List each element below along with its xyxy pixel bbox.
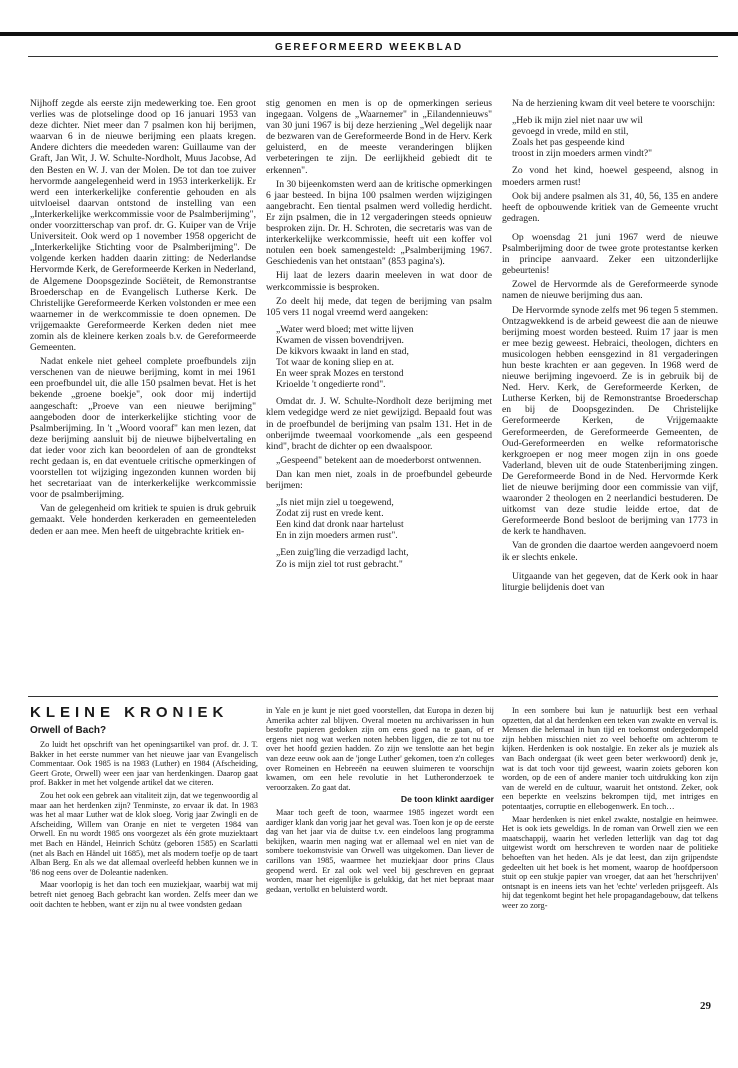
poem-line: „Een zuig'ling die verzadigd lacht,	[276, 547, 409, 559]
paragraph: Omdat dr. J. W. Schulte-Nordholt deze berijming met klem vedegidge werd ze niet gewijzigd. Bepaald fout was in de proefbundel de berijming van psalm 131. Het in de onberijmde tweemaal voorkomende „als een gespeend kind", bracht de dichter op een dwaalspoor.	[266, 396, 492, 452]
paragraph: in Yale en je kunt je niet goed voorstellen, dat Europa in dezen bij Amerika achter zal blijven. Overal moeten nu archivarissen in hun bestofte papieren gedoken zijn om eens goed na te gaan, of er ergens niet nog wat werken noten hebben liggen, die ze tot nu toe over het hoofd gezien hadden. Zo zijn we tenslotte aan het begin van deze eeuw ook aan de 'jonge Luther' gekomen, toen z'n colleges over Romeinen en Hebreeën na eeuwen sluimeren te voorschijn kwamen, om een hele revolutie in het Lutheronderzoek te veroorzaken. Zo gaat dat.	[266, 706, 494, 792]
column-1	[30, 98, 256, 540]
poem-line: „Is niet mijn ziel u toegewend,	[276, 497, 394, 509]
paragraph: Zou het ook een gebrek aan vitaliteit zijn, dat we tegenwoordig al maar aan het herdenken zijn? Tenminste, zo ervaar ik dat. In 1983 was het al maar Luther wat de klok sloeg. Vorig jaar Zwingli en de Afscheiding, Willem van Oranje en niet te vergeten 1984 van Orwell. En nu wordt 1985 ons voorgezet als één grote muziektaart met Bach en Händel, Heinrich Schütz (geboren 1585) en Scarlatti (net als Bach en Händel uit 1685), met als modern toefje op de taart Alban Berg. En als we dat allemaal overleefd hebben kunnen we in '86 nog eens over de Doleantie nadenken.	[30, 790, 258, 877]
poem-line: „Water werd bloed; met witte lijven	[276, 323, 414, 335]
poem-zuigling	[276, 547, 492, 569]
poem-line: Zoals het pas gespeende kind	[512, 137, 625, 149]
poem-line: Tot waar de koning sliep en at.	[276, 357, 394, 369]
poem-line: En in zijn moeders armen rust".	[276, 530, 398, 542]
paragraph: Op woensdag 21 juni 1967 werd de nieuwe Psalmberijming door de twee grote protestantse kerken in principe aanvaard. Zeker een uitzonderlijke gebeurtenis!	[502, 231, 718, 277]
kroniek-title: KLEINE KRONIEK	[30, 704, 229, 721]
column-3	[502, 98, 718, 596]
section-divider	[28, 696, 718, 697]
poem-line: gevoegd in vrede, mild en stil,	[512, 126, 629, 138]
poem-line: Kwamen de vissen bovendrijven.	[276, 334, 404, 346]
paragraph: In 30 bijeenkomsten werd aan de kritische opmerkingen 6 jaar besteed. In bijna 100 psalmen werden wijzigingen aangebracht. Een tiental psalmen werd volledig herdicht. Er zijn psalmen, die in 12 vergaderingen steeds opnieuw besproken zijn. Dr. H. Schroten, die secretaris was van de interkerkelijke werkcommissie, heeft uit een koffer vol notulen een boek samengesteld: „Psalmberijming 1967. Geschiedenis van het ontstaan" (853 pagina's).	[266, 178, 492, 268]
paragraph: Dan kan men niet, zoals in de proefbundel gebeurde berijmen:	[266, 468, 492, 491]
poem-line: „Heb ik mijn ziel niet naar uw wil	[512, 115, 643, 127]
poem-line: Krioelde 't ongedierte rond".	[276, 379, 386, 391]
paragraph: Ook bij andere psalmen als 31, 40, 56, 135 en andere heeft de opbouwende kritiek van de Gemeente vrucht gedragen.	[502, 190, 718, 224]
paragraph: Zowel de Hervormde als de Gereformeerde synode namen de nieuwe berijming dus aan.	[502, 279, 718, 302]
paragraph: Uitgaande van het gegeven, dat de Kerk ook in haar liturgie belijdenis doet van	[502, 570, 718, 593]
paragraph: Na de herziening kwam dit veel betere te voorschijn:	[512, 98, 715, 109]
paragraph: Van de gronden die daartoe werden aangevoerd noem ik er slechts enkele.	[502, 540, 718, 563]
paragraph: De Hervormde synode zelfs met 96 tegen 5 stemmen. Ontzagwekkend is de arbeid geweest die aan de nieuwe berijming moest worden besteed. Ruim 17 jaar is men er mee bezig geweest. Hebraici, theologen, dichters en musicologen hebben eensgezind in 81 vergaderingen hun beste krachten er aan gegeven. In 1968 werd de nieuwe berijming ingevoerd. Ze is in gebruik bij de Ned. Herv. Kerk, de Gereformeerde Kerken, de Lutherse Kerken, bij de Remonstrantse Broederschap en bij de Doopsgezinden. De Christelijke Gereformeerde Kerken, de Vrijgemaakte Gereformeerden, de Gereformeerde Gemeenten, de Oud-Gereformeerden en welke reformatorische kerkgroepen er nog meer mogen zijn in ons goede Vaderland, bleven uit de oude Statenberijming zingen. De Gereformeerde Bond in de Ned. Hervormde Kerk liet de nieuwe berijming door een commissie van vijf, waaronder 2 theologen en 2 neerlandici bestuderen. De uitkomst van deze studie leidde ertoe, dat de Gereformeerde Bond besloot de berijming van 1773 in de kerk te handhaven.	[502, 304, 718, 538]
poem-line: En weer sprak Mozes en terstond	[276, 368, 404, 380]
kroniek-column-2	[266, 706, 494, 897]
kroniek-column-3	[502, 706, 718, 913]
poem-line: troost in zijn moeders armen vindt?"	[512, 148, 653, 160]
poem-line: Een kind dat dronk naar hartelust	[276, 519, 404, 531]
page-number: 29	[700, 1000, 711, 1012]
paragraph: Nadat enkele niet geheel complete proefbundels zijn verschenen van de nieuwe berijming, komt in mei 1961 een proefbundel uit, die alle 150 psalmen bevat. Het is het bekende „groene boekje", ook door mij indertijd aangeschaft: „Proeve van een nieuwe berijming" aangeboden door de interkerkelijke stichting voor de Psalmberijming. In 't „Woord vooraf" kan men lezen, dat deze berijming aansluit bij de nieuwe bijbelvertaling en dat ieder voor zich kan beoordelen of aan de grondtekst recht gedaan is, en dat eventuele critische opmerkingen of voorstellen tot wijziging ingezonden kunnen worden bij het secretariaat van de interkerkelijke werkcommissie voor de psalmberijming.	[30, 356, 256, 501]
paragraph: Nijhoff zegde als eerste zijn medewerking toe. Een groot verlies was de plotselinge dood op 16 januari 1953 van deze dichter. Niet meer dan 7 psalmen kon hij berijmen, waarvan 6 in de nieuwe berijming een plaats kregen. Andere dichters die meededen waren: Guillaume van der Graft, Jan Wit, J. W. Schulte-Nordholt, Muus Jacobse, Ad den Besten en W. J. van der Molen. De tot dan toe zuiver hervormde aangelegenheid werd in 1953 interkerkelijk. Er werd een interkerkelijke conferentie gehouden en als uitvloeisel daarvan ontstond de instelling van een „Interkerkelijke werkcommissie voor de Psalmberijming", onder voorzitterschap van prof. dr. G. Kuiper van de Vrije Universiteit. Ook werd op 1 november 1958 opgericht de „Interkerkelijke Stichting voor de Psalmberijming". De volgende kerken hadden daarin zitting: de Nederlandse Hervormde Kerk, de Gereformeerde Kerken in Nederland, de Algemene Doopsgezinde Sociëteit, de Remonstrantse Broederschap en de Evangelisch Lutherse Kerk. De Christelijke Gereformeerde Kerken volstonden er mee een waarnemer in de werkcommissie te doen opnemen. De vrijgemaakte Gereformeerde Kerken deden niet mee zomin als de kleinere kerken zoals b.v. de Gereformeerde Gemeenten.	[30, 98, 256, 354]
paragraph: In een sombere bui kun je natuurlijk best een verhaal opzetten, dat al dat herdenken een teken van zwakte en verval is. Mensen die helemaal in hun tijd en toekomst ondergedompeld zijn hebben misschien niet zo veel behoefte om achterom te kijken. Herdenken is ook nostalgie. En zeker als je muziek als van Bach ondergaat (ik weet geen beter werkwoord) denk je, wat is dat toch voor tijd geweest, waarin zoiets geboren kon worden, op de een of andere manier toch uitdrukking kon zijn van de wereld en de cultuur, waaruit het ontstond. Zeker, ook een beperkte en veelszins bekrompen tijd, met intriges en potentaatjes, corruptie en ellebogenwerk. En toch…	[502, 706, 718, 811]
paragraph: Zo deelt hij mede, dat tegen de berijming van psalm 105 vers 11 nogal vreemd werd aangeken:	[266, 295, 492, 318]
top-rule	[0, 32, 738, 36]
poem-herziening	[512, 115, 718, 159]
poem-psalm-105	[276, 324, 492, 391]
poem-line: De kikvors kwaakt in land en stad,	[276, 345, 409, 357]
paragraph: Zo luidt het opschrift van het openingsartikel van prof. dr. J. T. Bakker in het eerste nummer van het nieuwe jaar van Evangelisch Commentaar. Ook 1985 is na 1983 (Luther) en 1984 (Afscheiding, Geert Grote, Orwell) weer een jaar van herdenkingen. Daarop gaat prof. Bakker in met het volgende artikel dat we citeren.	[30, 740, 258, 788]
paragraph: Zo vond het kind, hoewel gespeend, alsnog in moeders armen rust!	[502, 165, 718, 188]
paragraph: Van de gelegenheid om kritiek te spuien is druk gebruik gemaakt. Vele honderden kerkeraden en gemeenteleden deden er aan mee. Men heeft de uitgebrachte kritiek en-	[30, 503, 256, 537]
masthead-rule	[28, 56, 718, 57]
column-2	[266, 98, 492, 576]
paragraph: Maar toch geeft de toon, waarmee 1985 ingezet wordt een aardiger klank dan vorig jaar het geval was. Toen kon je op de eerste dag van het jaar via de duitse t.v. een eindeloos lang programma bekijken, waarin men naging wat er allemaal wel en niet van de sombere toekomstvisie van Orwell was uitgekomen. Dan liever de carillons van 1985, waarmee het muziekjaar door prins Claus geopend werd. Er zal ook wel veel bij geschreven en gepraat worden, maar het eigenlijke is gelukkig, dat het niet bepraat maar gedaan, vertolkt en beluisterd wordt.	[266, 807, 494, 894]
kroniek-column-1	[30, 740, 258, 912]
poem-line: Zodat zij rust en vrede kent.	[276, 508, 384, 520]
paragraph: Hij laat de lezers daarin meeleven in wat door de werkcommissie is besproken.	[266, 270, 492, 293]
paragraph: stig genomen en men is op de opmerkingen serieus ingegaan. Volgens de „Waarnemer" in „Eilandennieuws" van 30 juni 1967 is bij deze herziening „Wel degelijk naar de bezwaren van de Gereformeerde Bond in de Herv. Kerk geluisterd, en de meeste veranderingen blijken verbeteringen te zijn. De eerlijkheid gebiedt dit te erkennen".	[266, 98, 492, 176]
paragraph: Maar herdenken is niet enkel zwakte, nostalgie en heimwee. Het is ook iets geweldigs. In de roman van Orwell zien we een maatschappij, waarin het verleden letterlijk van dag tot dag uitgewist wordt om herschreven te worden naar de politieke behoeften van het heden. Als je dat leest, dan zijn grijpendste gedeelten uit het boek is het moment, waarop de hoofdpersoon stuit op een stukje papier van vroeger, dat aan het 'herschrijven' ontsnapt is en ineens iets van het 'echte' verleden prijsgeeft. Als hij dat tegenkomt begint het hele propagandagebouw, dat telkens weer zo zorg-	[502, 814, 718, 910]
poem-line: Zo is mijn ziel tot rust gebracht."	[276, 558, 403, 570]
paragraph: „Gespeend" betekent aan de moederborst ontwennen.	[276, 454, 482, 466]
paragraph: Maar voorlopig is het dan toch een muziekjaar, waarbij wat mij betreft niet genoeg Bach gebracht kan worden. Zelfs meer dan we ooit dachten te hebben, want er zijn nu al twee vondsten gedaan	[30, 880, 258, 909]
poem-proefbundel	[276, 497, 492, 541]
masthead: GEREFORMEERD WEEKBLAD	[274, 42, 464, 53]
kroniek-subtitle: Orwell of Bach?	[30, 725, 107, 736]
kroniek-subheading: De toon klinkt aardiger	[400, 794, 494, 805]
